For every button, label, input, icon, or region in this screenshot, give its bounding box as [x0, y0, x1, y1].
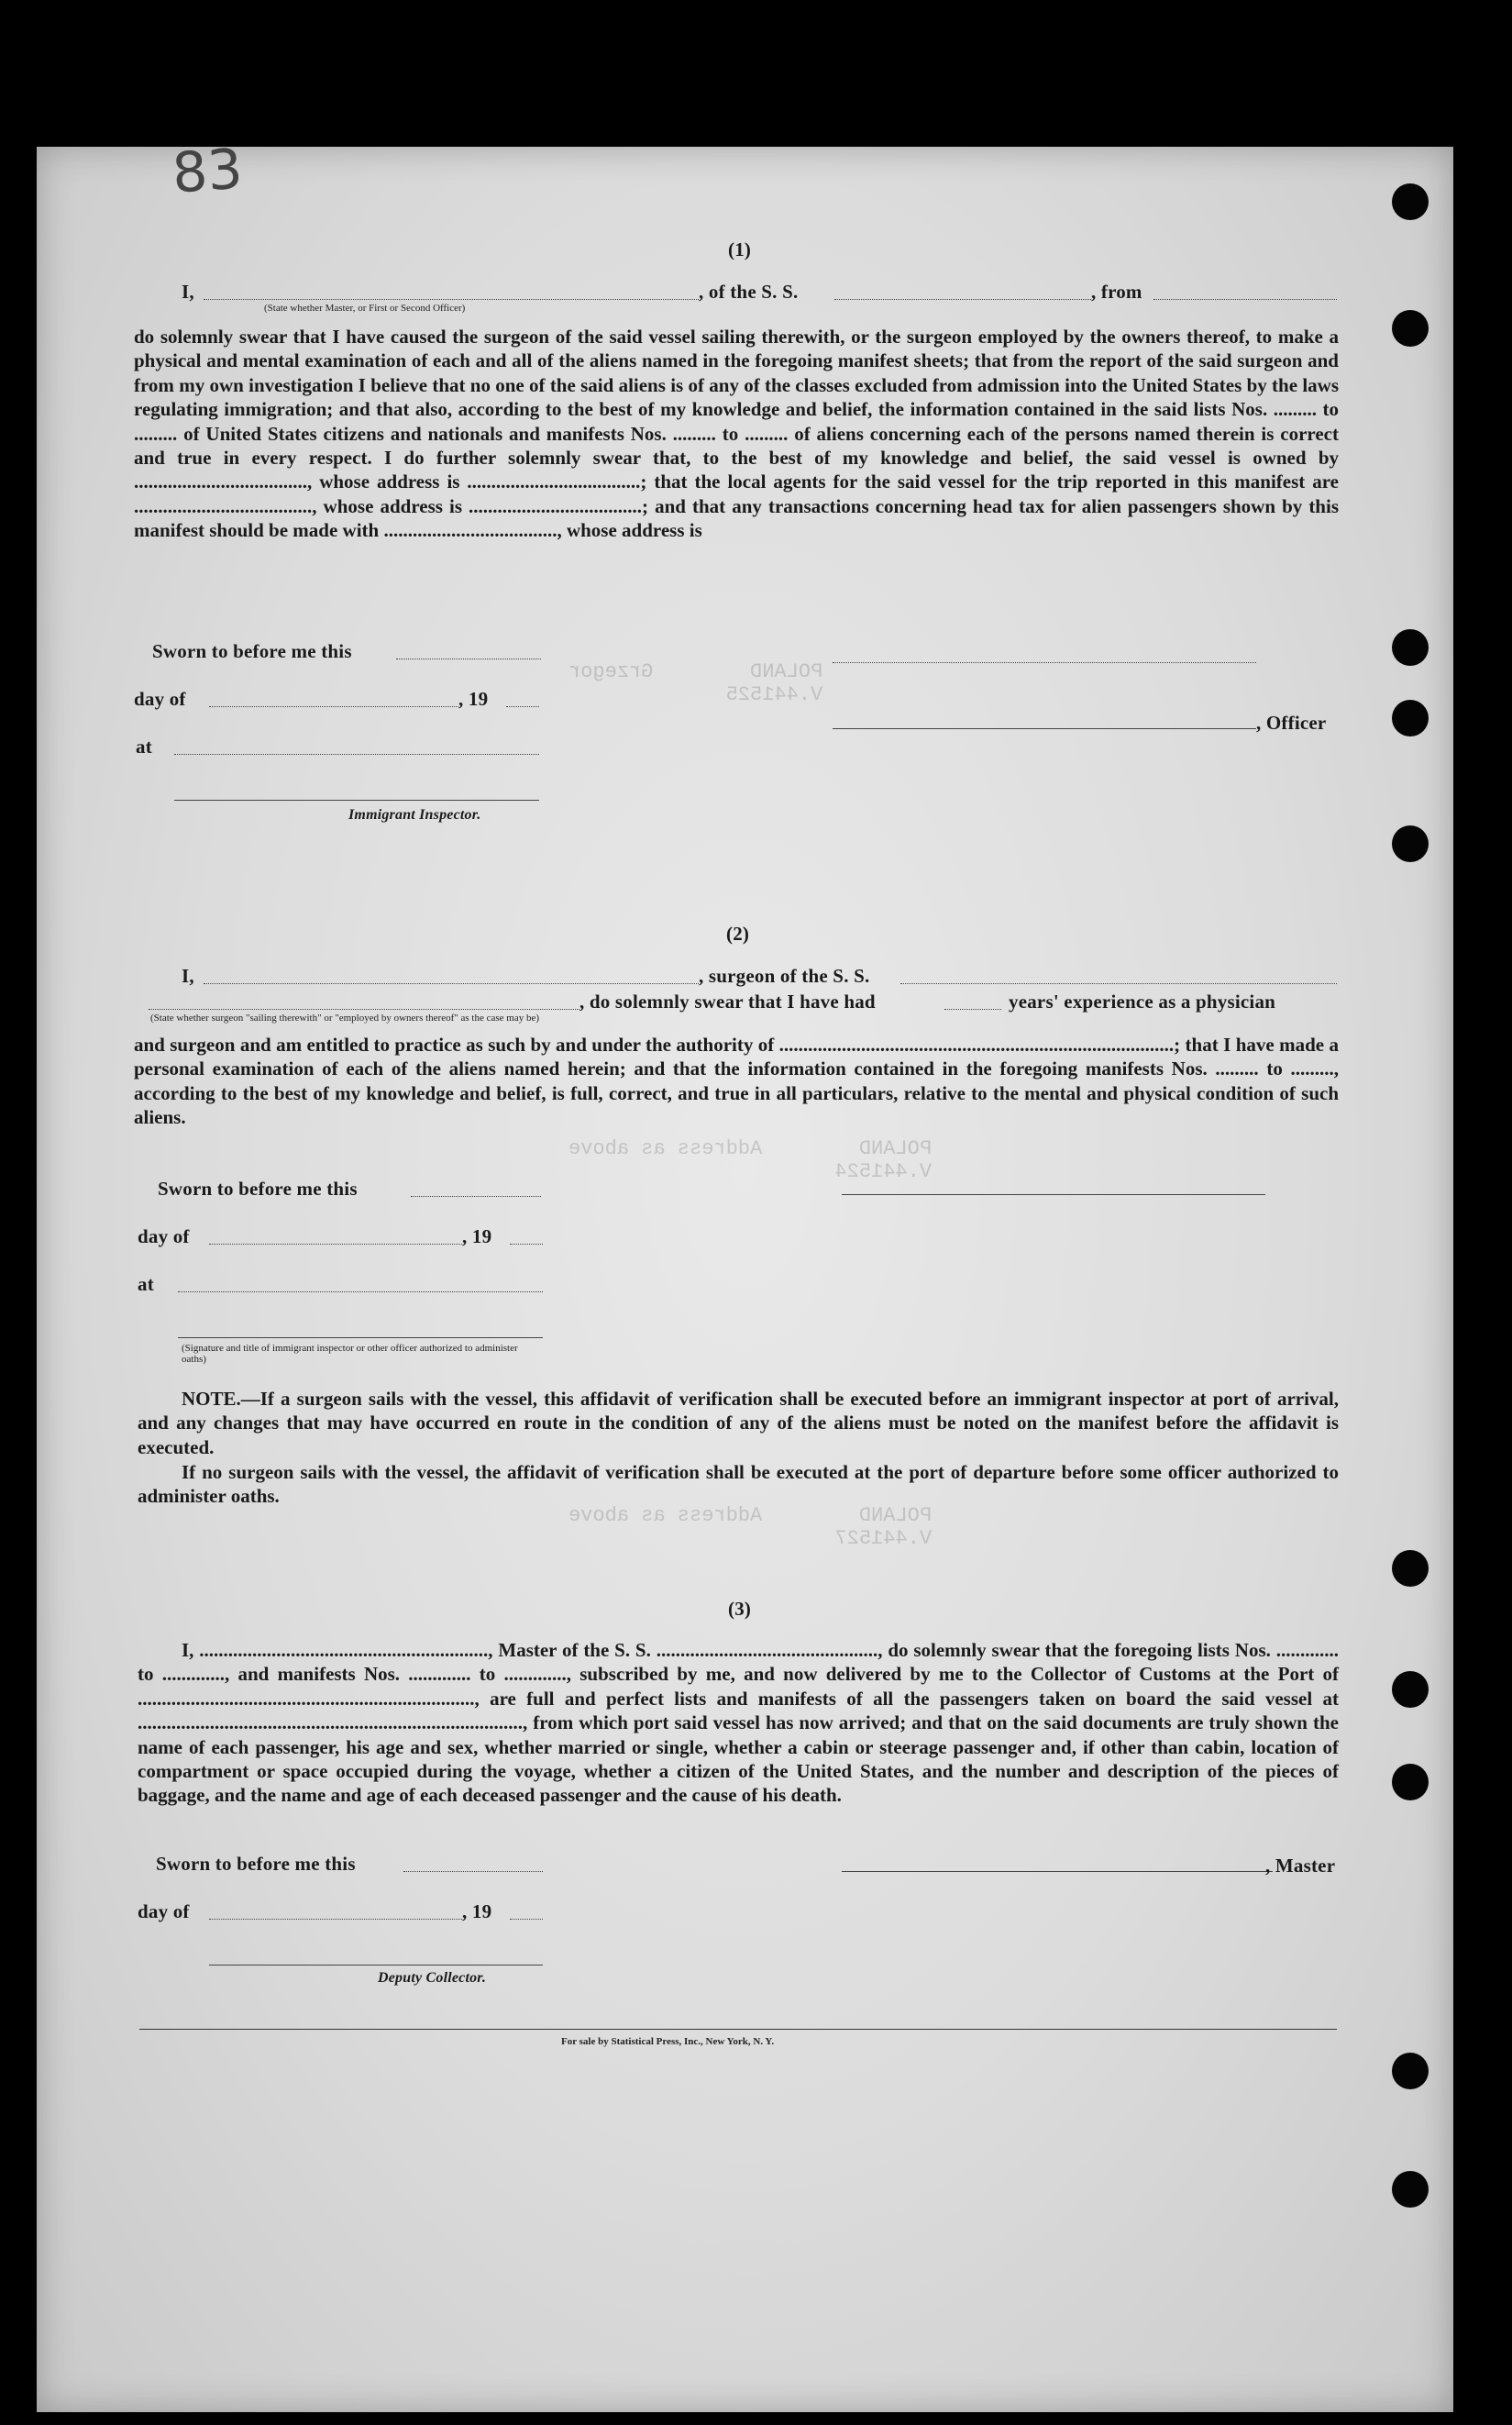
punch-hole — [1392, 1550, 1429, 1587]
blank-line — [149, 1009, 579, 1010]
role-hint: (State whether Master, or First or Second Officer) — [264, 303, 466, 314]
signature-line — [842, 1194, 1265, 1195]
punch-hole — [1392, 310, 1429, 347]
blank-line — [833, 662, 1256, 663]
surgeon-of-label: , surgeon of the S. S. — [699, 965, 870, 987]
day-of-label: day of — [138, 1225, 190, 1247]
signature-line — [178, 1337, 543, 1338]
printer-imprint: For sale by Statistical Press, Inc., New York, N. Y. — [561, 2036, 775, 2047]
blank-line — [411, 1196, 541, 1197]
i-label: I, — [182, 965, 194, 987]
i-label: I, — [182, 281, 194, 303]
from-label: , from — [1091, 281, 1142, 303]
punch-hole — [1392, 629, 1429, 666]
punch-hole — [1392, 1671, 1429, 1708]
blank-line — [204, 983, 699, 984]
note-paragraph: NOTE.—If a surgeon sails with the vessel, this affidavit of verification shall be executed before an immigrant inspector at port of arrival, and any changes that may have occurred en route in the condition of any of the aliens must be noted on the manifest before the affidavit is executed. — [138, 1388, 1339, 1458]
master-label: , Master — [1265, 1855, 1336, 1877]
officer-label: , Officer — [1256, 712, 1327, 734]
punch-hole — [1392, 2171, 1429, 2208]
surgeon-hint: (State whether surgeon "sailing therewith" or "employed by owners thereof" as the case may be) — [150, 1013, 540, 1024]
blank-line — [204, 299, 699, 300]
sworn-label: Sworn to before me this — [158, 1178, 358, 1200]
punch-hole — [1392, 183, 1429, 220]
deputy-collector-label: Deputy Collector. — [378, 1970, 487, 1986]
blank-line — [403, 1871, 543, 1872]
blank-line — [178, 1291, 543, 1292]
blank-line — [209, 706, 458, 707]
swear-label: , do solemnly swear that I have had — [579, 991, 876, 1013]
section-number: (1) — [728, 238, 752, 260]
sworn-label: Sworn to before me this — [156, 1853, 356, 1875]
year-label: , 19 — [458, 688, 489, 710]
day-of-label: day of — [134, 688, 186, 710]
master-paragraph: I, ............................................................, Master of the S. S. .............................................., do solemnly swear that the foregoing lists Nos. ............. to ............., and manifests Nos. ............. to ............., subscribed by me, and now delivered by me to the Collector of Customs at the Port of ......................................................................, are full and perfect lists and manifests of all the passengers taken on board the said vessel at ................................................................................, from which port said vessel has now arrived; and that on the said documents are truly shown the name of each passenger, his age and sex, whether married or single, whether a cabin or steerage passenger and, if other than cabin, location of compartment or space occupied during the voyage, whether a citizen of the United States, and the number and description of the pieces of baggage, and the name and age of each deceased passenger and the cause of his death. — [138, 1639, 1339, 1807]
page-number-handwritten: 83 — [170, 137, 245, 206]
oath-paragraph: do solemnly swear that I have caused the surgeon of the said vessel sailing therewith, or the surgeon employed by the owners thereof, to make a physical and mental examination of each and all of the aliens named in the foregoing manifest sheets; that from the report of the said surgeon and from my own investigation I believe that no one of the said aliens is of any of the classes excluded from admission into the United States by the laws regulating immigration; and that also, according to the best of my knowledge and belief, the information contained in the said lists Nos. ......... to ......... of United States citizens and nationals and manifests Nos. ......... to ......... of aliens concerning each of the persons named therein is correct and true in every respect. I do further solemnly swear that, to the best of my knowledge and belief, the said vessel is owned by ...................................., whose address is ....................................; that the local agents for the said vessel for the trip reported in this manifest are ....................................., whose address is ....................................; and that any transactions concerning head tax for alien passengers shown by this manifest should be made with ...................................., whose address is — [134, 326, 1339, 542]
section-number: (3) — [728, 1598, 752, 1620]
blank-line — [900, 983, 1337, 984]
section-number: (2) — [726, 923, 750, 945]
blank-line — [834, 299, 1091, 300]
years-label: years' experience as a physician — [1009, 991, 1276, 1013]
surgeon-paragraph: and surgeon and am entitled to practice as such by and under the authority of ..................................................................................; that I have made a personal examination of each of the aliens named herein; and that the information contained in the foregoing manifests Nos. ......... to ........., according to the best of my knowledge and belief, is full, correct, and true in all particulars, relative to the mental and physical condition of such aliens. — [134, 1034, 1339, 1129]
blank-line — [944, 1009, 1001, 1010]
of-ss-label: , of the S. S. — [699, 281, 799, 303]
inspector-label: Immigrant Inspector. — [348, 807, 481, 823]
officer-signature-line — [833, 728, 1256, 729]
at-label: at — [136, 736, 152, 758]
blank-line — [209, 1244, 462, 1245]
blank-line — [510, 1244, 543, 1245]
blank-line — [506, 706, 539, 707]
signature-hint: (Signature and title of immigrant inspector or other officer authorized to administer oaths) — [182, 1343, 518, 1365]
sworn-label: Sworn to before me this — [152, 640, 352, 662]
punch-hole — [1392, 825, 1429, 862]
bleed-through-text: POLAND Address as above V.441527 — [568, 1504, 933, 1550]
master-signature-line — [842, 1871, 1273, 1872]
day-of-label: day of — [138, 1900, 190, 1922]
punch-hole — [1392, 2053, 1429, 2089]
blank-line — [510, 1919, 543, 1920]
blank-line — [174, 754, 539, 755]
bleed-through-text: POLAND Grzegor V.441525 — [568, 660, 823, 706]
footer-rule — [139, 2029, 1337, 2030]
at-label: at — [138, 1273, 154, 1295]
punch-hole — [1392, 700, 1429, 736]
blank-line — [1153, 299, 1337, 300]
punch-hole — [1392, 1764, 1429, 1800]
year-label: , 19 — [462, 1225, 492, 1247]
note-paragraph: If no surgeon sails with the vessel, the affidavit of verification shall be executed at the port of departure before some officer authorized to administer oaths. — [138, 1461, 1339, 1508]
signature-line — [174, 800, 539, 801]
year-label: , 19 — [462, 1900, 492, 1922]
bleed-through-text: POLAND Address as above V.441524 — [568, 1137, 933, 1183]
blank-line — [209, 1919, 462, 1920]
